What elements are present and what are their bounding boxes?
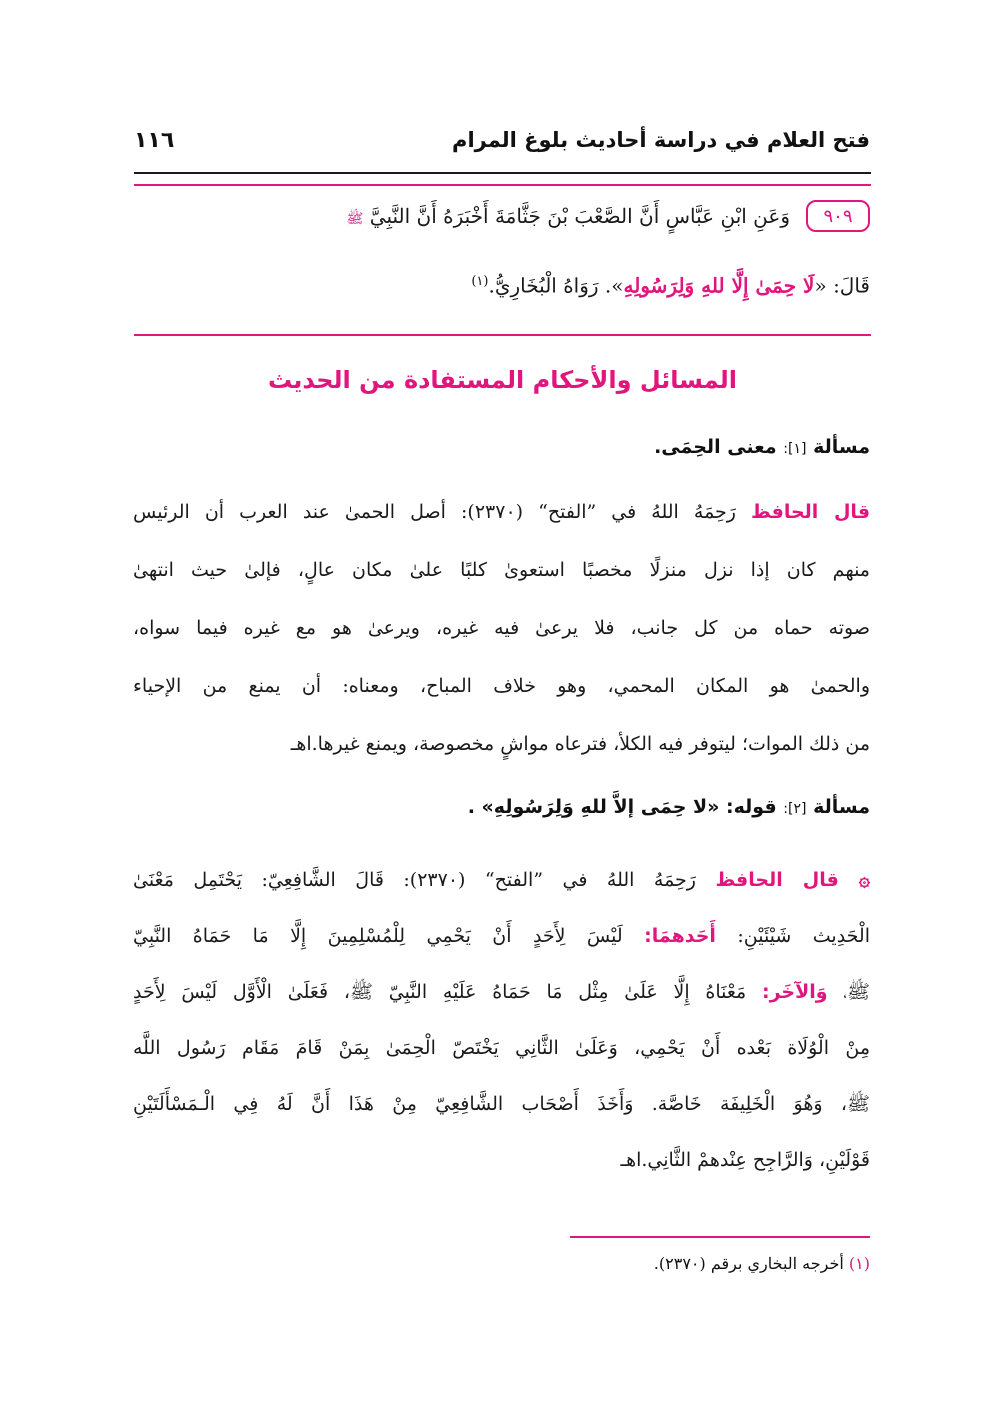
page-number: ١١٦ — [134, 128, 175, 153]
hadith-line-1 — [133, 196, 790, 239]
issue-1-number: [١]: — [783, 441, 807, 457]
hafiz-label-2: ۞ قال الحافظ — [715, 869, 870, 891]
first-label: أَحَدهمَا: — [644, 925, 716, 947]
hadith-number: ٩٠٩ — [823, 205, 853, 227]
para-2-line-6: قَوْلَيْنِ، وَالرَّاجِح عِنْدهمْ الثَّانِي.اهـ — [620, 1149, 870, 1171]
issue-2-number: [٢]: — [783, 801, 807, 817]
para-2-line-4: مِنْ الْوُلَاة بَعْده أَنْ يَحْمِي، وَعَلَىٰ الثَّانِي يَخْتَصّ الْحِمَىٰ بِمَنْ قَامَ مَقَام رَسُول اللَّه — [133, 1037, 870, 1059]
footnote-rule — [570, 1236, 870, 1238]
issue-1-heading — [654, 436, 870, 458]
issue-1-title: معنى الحِمَى. — [654, 436, 777, 458]
hadith-divider — [134, 334, 871, 336]
para-2-line-3 — [133, 966, 870, 1018]
hafiz-label: قال الحافظ — [751, 501, 871, 523]
hadith-suffix: ». رَوَاهُ الْبُخَارِيُّ. — [488, 273, 624, 298]
footnote — [654, 1254, 870, 1273]
para-1-line-4: والحمىٰ هو المكان المحمي، وهو خلاف المباح، ومعناه: أن يمنع من الإحياء — [133, 675, 870, 697]
para-2-line-2 — [133, 910, 870, 962]
para-2-line-1 — [133, 854, 870, 906]
para-2-text-3a: ﷺ، — [827, 981, 870, 1003]
hadith-quote: لَا حِمَىٰ إِلَّا للهِ وَلِرَسُولِهِ — [623, 273, 815, 298]
issue-2-heading — [468, 796, 870, 818]
second-label: وَالآخَر: — [762, 981, 828, 1003]
para-1-text: رَحِمَهُ اللهُ في ”الفتح“ (٢٣٧٠): أصل الحمىٰ عند العرب أن الرئيس — [133, 501, 736, 523]
para-1-line-5: من ذلك الموات؛ ليتوفر فيه الكلأ، فترعاه مواشٍ مخصوصة، ويمنع غيرها.اهـ — [290, 733, 870, 755]
footnote-number: (١) — [848, 1254, 870, 1273]
para-1-line-1 — [133, 486, 870, 538]
para-1-line-2: منهم كان إذا نزل منزلًا مخصبًا استعوىٰ كلبًا علىٰ مكان عالٍ، فإلىٰ حيث انتهىٰ — [133, 559, 870, 581]
section-heading: المسائل والأحكام المستفادة من الحديث — [267, 366, 738, 394]
saw-honorific: ﷺ — [346, 211, 364, 227]
header-rule-pink — [134, 184, 871, 186]
issue-1-label: مسألة — [813, 436, 870, 458]
header-rule-black — [134, 172, 871, 174]
para-2-text-2b: لَيْسَ لِأَحَدٍ أَنْ يَحْمِي لِلْمُسْلِمِينَ إِلَّا مَا حَمَاهُ النَّبِيّ — [133, 925, 645, 947]
issue-2-title: قوله: «لا حِمَى إلاَّ للهِ وَلِرَسُولِهِ» . — [467, 796, 777, 818]
hadith-line-2 — [133, 262, 870, 306]
para-2-text-2a: الْحَدِيث شَيْئَيْنِ: — [715, 925, 870, 947]
issue-2-label: مسألة — [813, 796, 870, 818]
para-1-line-3: صوته حماه من كل جانب، فلا يرعىٰ فيه غيره، ويرعىٰ هو مع غيره فيما سواه، — [133, 617, 870, 639]
para-2-line-5: ﷺ، وَهُوَ الْخَلِيفَة خَاصَّة. وَأَخَذَ أَصْحَاب الشَّافِعِيّ مِنْ هَذَا أَنَّ لَهُ فِي الْـمَسْأَلَتَيْنِ — [133, 1093, 870, 1115]
para-2-text-1: رَحِمَهُ اللهُ في ”الفتح“ (٢٣٧٠): قَالَ الشَّافِعِيّ: يَحْتَمِل مَعْنَىٰ — [133, 869, 696, 891]
running-title: فتح العلام في دراسة أحاديث بلوغ المرام — [452, 128, 870, 152]
hadith-prefix: قَالَ: « — [814, 273, 870, 298]
hadith-text-line1: وَعَنِ ابْنِ عَبَّاسٍ أَنَّ الصَّعْبَ بْنَ جَثَّامَةَ أَخْبَرَهُ أَنَّ النَّبِيَّ — [369, 204, 790, 228]
hadith-number-badge — [806, 200, 870, 232]
footnote-text: أخرجه البخاري برقم (٢٣٧٠). — [653, 1254, 844, 1273]
para-2-text-3b: مَعْنَاهُ إِلَّا عَلَىٰ مِثْل مَا حَمَاهُ عَلَيْهِ النَّبِيّ ﷺ، فَعَلَىٰ الْأَوَّل لَيْسَ لِأَحَدٍ — [133, 981, 763, 1003]
footnote-ref: (١) — [471, 274, 489, 289]
